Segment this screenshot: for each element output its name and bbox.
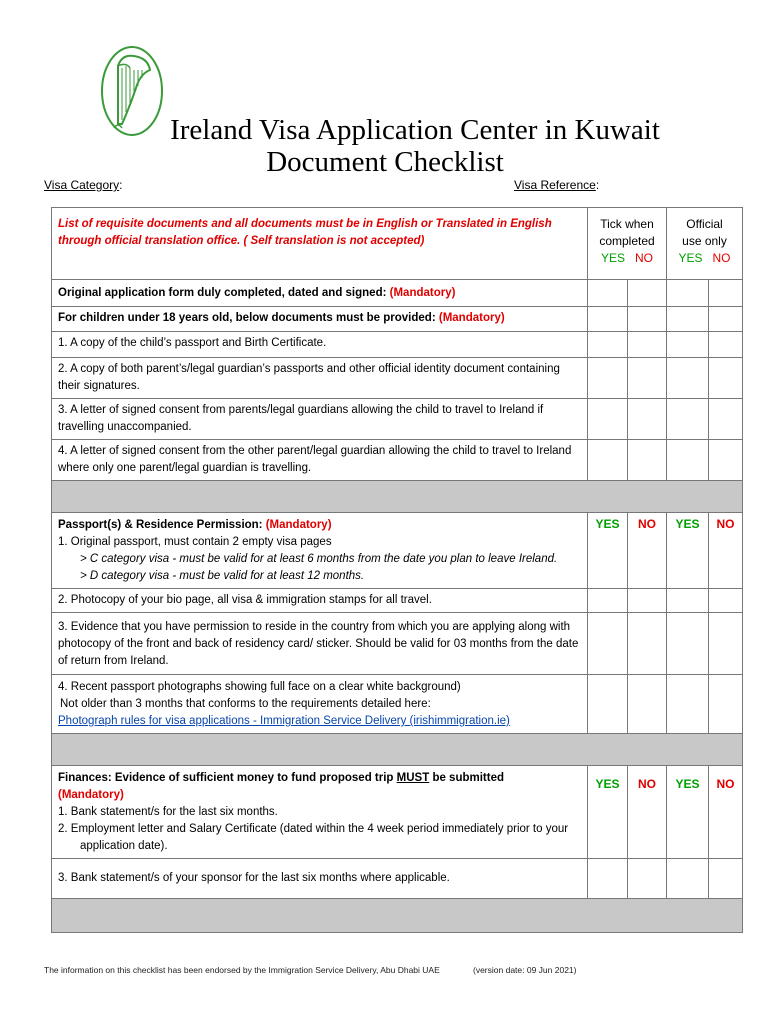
checkbox-cell[interactable] — [667, 675, 709, 734]
checkbox-cell[interactable] — [709, 358, 743, 399]
child-item-2: 2. A copy of both parent’s/legal guardian’s passports and other official identity document containing their signatures. — [52, 358, 588, 399]
checkbox-cell[interactable] — [588, 589, 628, 613]
finance-item-1: 1. Bank statement/s for the last six months. — [58, 806, 278, 818]
checkbox-cell[interactable] — [709, 859, 743, 899]
mandatory-label: (Mandatory) — [389, 287, 456, 299]
passport-tick-no[interactable]: NO — [628, 513, 667, 589]
checkbox-cell[interactable] — [667, 332, 709, 358]
visa-reference-label: Visa Reference — [514, 178, 596, 192]
checkbox-cell[interactable] — [628, 399, 667, 440]
passport-photo-cell — [52, 675, 588, 734]
footer-endorsement: The information on this checklist has been endorsed by the Immigration Service Delivery, Abu Dhabi UAE — [44, 965, 440, 975]
visa-reference-field[interactable]: Visa Reference: — [514, 178, 600, 192]
checkbox-cell[interactable] — [628, 358, 667, 399]
table-row — [52, 440, 743, 481]
checkbox-cell[interactable] — [588, 859, 628, 899]
section-divider — [52, 899, 743, 933]
official-header-line2: use only — [682, 234, 727, 248]
table-row — [52, 675, 743, 734]
finance-official-no[interactable]: NO — [709, 766, 743, 859]
checkbox-cell[interactable] — [588, 399, 628, 440]
table-header-row — [52, 208, 743, 280]
checkbox-cell[interactable] — [588, 332, 628, 358]
checkbox-cell[interactable] — [667, 859, 709, 899]
checkbox-cell[interactable] — [667, 613, 709, 675]
tick-no-label: NO — [635, 251, 654, 265]
passport-item-2: 2. Photocopy of your bio page, all visa & immigration stamps for all travel. — [52, 589, 588, 613]
checkbox-cell[interactable] — [667, 280, 709, 307]
mandatory-label: (Mandatory) — [438, 312, 505, 324]
passport-item-4: 4. Recent passport photographs showing full face on a clear white background) — [58, 681, 461, 693]
checkbox-cell[interactable] — [628, 440, 667, 481]
passport-item-4b: Not older than 3 months that conforms to the requirements detailed here: — [60, 698, 431, 710]
finance-tick-no[interactable]: NO — [628, 766, 667, 859]
official-no-label: NO — [712, 251, 731, 265]
section-divider — [52, 734, 743, 766]
finance-tick-yes[interactable]: YES — [588, 766, 628, 859]
page-subtitle: Document Checklist — [266, 146, 504, 178]
finance-must-text: MUST — [396, 772, 430, 784]
tick-header — [588, 208, 667, 280]
mandatory-label: (Mandatory) — [265, 519, 332, 531]
passport-tick-yes[interactable]: YES — [588, 513, 628, 589]
page-title: Ireland Visa Application Center in Kuwait — [170, 114, 660, 146]
tick-yes-label: YES — [600, 251, 625, 265]
checkbox-cell[interactable] — [667, 399, 709, 440]
checkbox-cell[interactable] — [628, 859, 667, 899]
checkbox-cell[interactable] — [709, 589, 743, 613]
checkbox-cell[interactable] — [667, 307, 709, 332]
table-row — [52, 280, 743, 307]
visa-category-field[interactable]: Visa Category: — [44, 178, 123, 192]
tick-header-line2: completed — [599, 234, 655, 248]
document-checklist-table — [51, 207, 743, 933]
checkbox-cell[interactable] — [588, 675, 628, 734]
checkbox-cell[interactable] — [709, 332, 743, 358]
passport-item-1b: > D category visa - must be valid for at least 12 months. — [80, 570, 365, 582]
passport-heading-text: Passport(s) & Residence Permission: — [58, 519, 263, 531]
table-row — [52, 613, 743, 675]
checkbox-cell[interactable] — [628, 307, 667, 332]
table-row — [52, 859, 743, 899]
checkbox-cell[interactable] — [628, 675, 667, 734]
visa-category-label: Visa Category — [44, 178, 120, 192]
mandatory-label: (Mandatory) — [58, 789, 124, 801]
checkbox-cell[interactable] — [709, 675, 743, 734]
intro-text: List of requisite documents and all documents must be in English or Translated in English through official translation office. ( Self translation is not accepted) — [58, 218, 552, 247]
table-row — [52, 307, 743, 332]
passport-official-yes[interactable]: YES — [667, 513, 709, 589]
footer-version: (version date: 09 Jun 2021) — [473, 965, 577, 975]
checkbox-cell[interactable] — [628, 280, 667, 307]
checkbox-cell[interactable] — [667, 358, 709, 399]
original-form-cell — [52, 280, 588, 307]
checkbox-cell[interactable] — [588, 440, 628, 481]
checkbox-cell[interactable] — [709, 440, 743, 481]
official-yes-label: YES — [678, 251, 703, 265]
section-divider — [52, 481, 743, 513]
table-row — [52, 589, 743, 613]
checkbox-cell[interactable] — [709, 399, 743, 440]
passport-cell — [52, 513, 588, 589]
checkbox-cell[interactable] — [588, 358, 628, 399]
official-header — [667, 208, 743, 280]
checkbox-cell[interactable] — [628, 613, 667, 675]
finance-official-yes[interactable]: YES — [667, 766, 709, 859]
checkbox-cell[interactable] — [667, 440, 709, 481]
checkbox-cell[interactable] — [628, 332, 667, 358]
child-item-1: 1. A copy of the child’s passport and Birth Certificate. — [52, 332, 588, 358]
checkbox-cell[interactable] — [588, 613, 628, 675]
checkbox-cell[interactable] — [709, 307, 743, 332]
children-heading-cell — [52, 307, 588, 332]
finance-item-2: 2. Employment letter and Salary Certificate (dated within the 4 week period immediately prior to your application date). — [58, 823, 569, 852]
passport-item-1: 1. Original passport, must contain 2 empty visa pages — [58, 536, 332, 548]
official-header-line1: Official — [686, 217, 723, 231]
checkbox-cell[interactable] — [709, 280, 743, 307]
passport-official-no[interactable]: NO — [709, 513, 743, 589]
children-heading-text: For children under 18 years old, below documents must be provided: — [58, 312, 436, 324]
finance-cell — [52, 766, 588, 859]
checkbox-cell[interactable] — [628, 589, 667, 613]
child-item-3: 3. A letter of signed consent from parents/legal guardians allowing the child to travel to Ireland if travelling unaccompanied. — [52, 399, 588, 440]
tick-header-line1: Tick when — [600, 217, 654, 231]
table-row — [52, 513, 743, 589]
table-row — [52, 358, 743, 399]
checkbox-cell[interactable] — [667, 589, 709, 613]
checkbox-cell[interactable] — [588, 307, 628, 332]
table-row — [52, 332, 743, 358]
table-row — [52, 766, 743, 859]
child-item-4: 4. A letter of signed consent from the other parent/legal guardian allowing the child to travel to Ireland where only one parent/legal guardian is travelling. — [52, 440, 588, 481]
original-form-text: Original application form duly completed, dated and signed: — [58, 287, 387, 299]
photo-rules-link[interactable]: Photograph rules for visa applications - Immigration Service Delivery (irishimmigration.ie) — [58, 715, 510, 727]
intro-cell — [52, 208, 588, 280]
checkbox-cell[interactable] — [588, 280, 628, 307]
passport-item-1a: > C category visa - must be valid for at least 6 months from the date you plan to leave Ireland. — [80, 553, 558, 565]
passport-item-3: 3. Evidence that you have permission to reside in the country from which you are applying along with photocopy of the front and back of residency card/ sticker. Should be valid for 03 months from the date of return from Ireland. — [52, 613, 588, 675]
finance-heading-suffix: be submitted — [429, 772, 505, 784]
finance-heading-text: Finances: Evidence of sufficient money to fund proposed trip — [58, 772, 397, 784]
table-row — [52, 399, 743, 440]
checkbox-cell[interactable] — [709, 613, 743, 675]
finance-item-3: 3. Bank statement/s of your sponsor for the last six months where applicable. — [52, 859, 588, 899]
